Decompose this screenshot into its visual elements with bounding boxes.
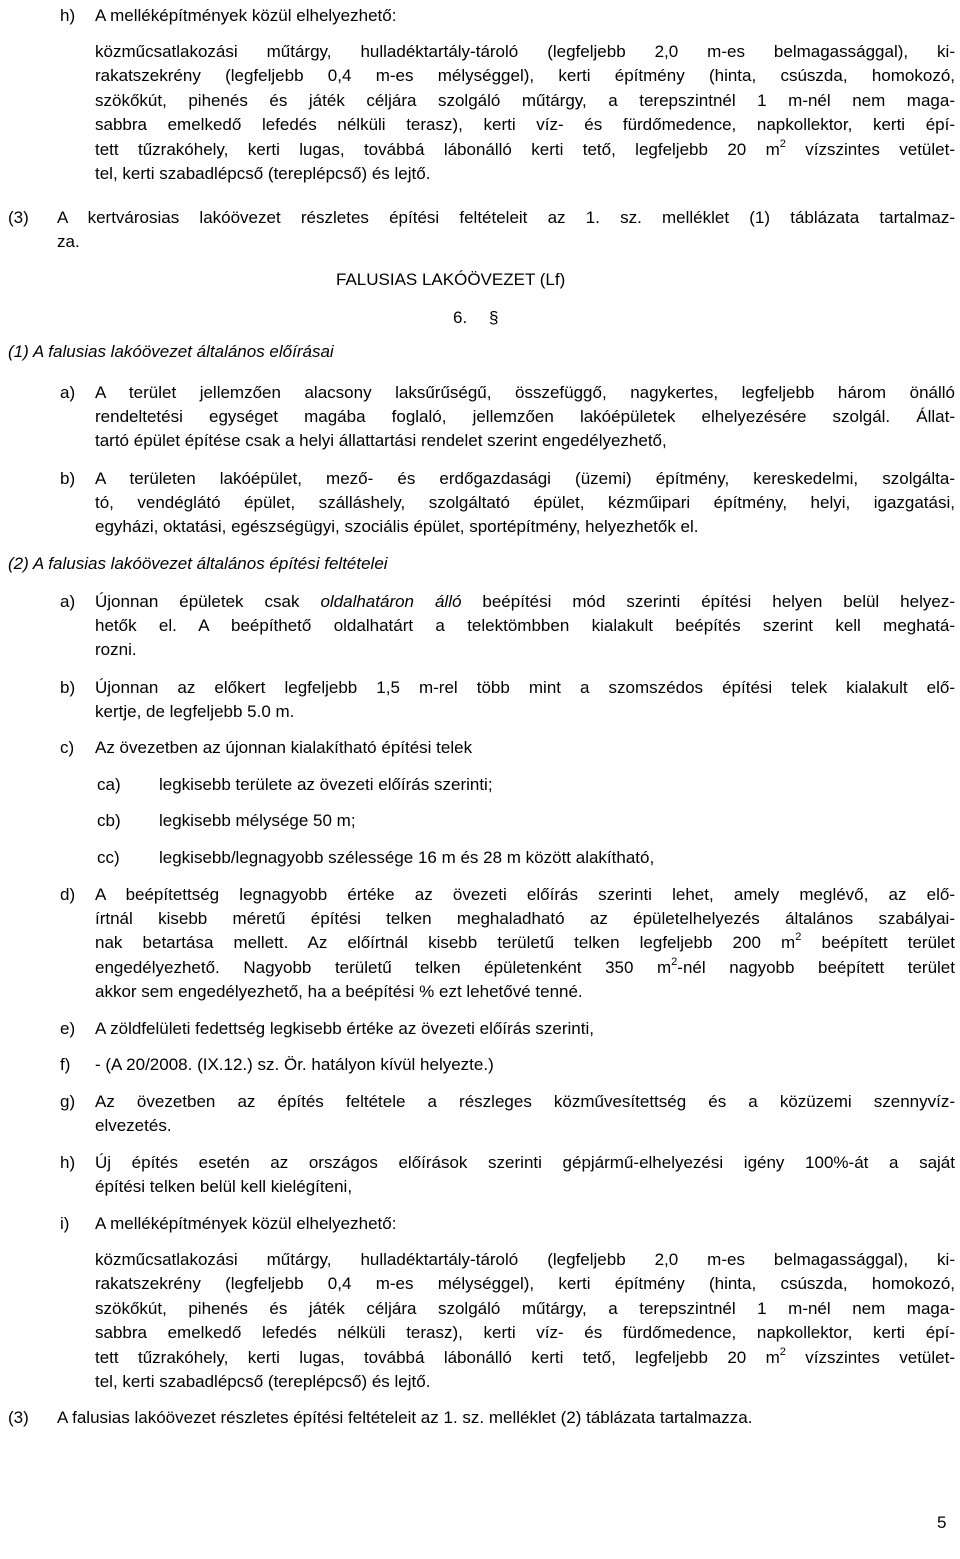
paragraph-line: rendeltetési egységet magába foglaló, jellemzően lakóépületek elhelyezésére szolgál. Állat-: [95, 407, 955, 426]
item-label: c): [60, 738, 75, 757]
text-run: nak betartása mellett. Az előírtnál kisebb területű telken legfeljebb 200 m: [95, 933, 796, 952]
section-mark: §: [489, 308, 499, 327]
subitem-label: cb): [97, 811, 121, 830]
paragraph-line: [95, 933, 955, 953]
text-run: beépített terület: [801, 933, 955, 952]
item-label: e): [60, 1019, 76, 1038]
item-label: h): [60, 1153, 76, 1172]
paragraph-line: Az övezetben az újonnan kialakítható építési telek: [95, 738, 473, 757]
paragraph-line: írtnál kisebb méretű építési telken meghaladható az épületelhelyezés általános szabályai-: [95, 909, 955, 928]
paragraph-line: rakatszekrény (legfeljebb 0,4 m-es mélységgel), kerti építmény (hinta, csúszda, homokozó,: [95, 66, 955, 85]
paragraph-line: rakatszekrény (legfeljebb 0,4 m-es mélységgel), kerti építmény (hinta, csúszda, homokozó,: [95, 1274, 955, 1293]
paragraph-line: [95, 592, 955, 612]
subsection-heading: (2) A falusias lakóövezet általános építési feltételei: [8, 554, 388, 573]
paragraph-line: tel, kerti szabadlépcső (tereplépcső) és lejtő.: [95, 164, 431, 183]
text-run: engedélyezhető. Nagyobb területű telken épületenként 350 m: [95, 958, 672, 977]
subitem-text: legkisebb mélysége 50 m;: [159, 811, 356, 830]
paragraph-line: szökőkút, pihenés és játék céljára szolgáló műtárgy, a terepszintnél 1 m-nél nem maga-: [95, 91, 955, 110]
paragraph-label: (3): [8, 1408, 29, 1427]
section-number: 6.: [453, 308, 468, 327]
text-run: Újonnan épületek csak: [95, 592, 321, 611]
item-heading: A melléképítmények közül elhelyezhető:: [95, 1214, 397, 1233]
paragraph-line: közműcsatlakozási műtárgy, hulladéktartály-tároló (legfeljebb 2,0 m-es belmagassággal), ki-: [95, 1250, 955, 1269]
paragraph-line: közműcsatlakozási műtárgy, hulladéktartály-tároló (legfeljebb 2,0 m-es belmagassággal), ki-: [95, 42, 955, 61]
paragraph-line: kertje, de legfeljebb 5.0 m.: [95, 702, 295, 721]
paragraph-line: sabbra emelkedő lefedés nélküli terasz), kerti víz- és fürdőmedence, napkollektor, kerti épí-: [95, 115, 955, 134]
item-label: a): [60, 383, 76, 402]
section-title: FALUSIAS LAKÓÖVEZET (Lf): [336, 270, 566, 289]
page-number: 5: [937, 1513, 947, 1532]
paragraph-line: [95, 1348, 955, 1368]
text-run: vízszintes vetület-: [785, 140, 955, 159]
subitem-label: ca): [97, 775, 121, 794]
paragraph-label: (3): [8, 208, 29, 227]
item-label: d): [60, 885, 76, 904]
paragraph-line: A területen lakóépület, mező- és erdőgazdasági (üzemi) építmény, kereskedelmi, szolgálta-: [95, 469, 955, 488]
paragraph-line: elvezetés.: [95, 1116, 172, 1135]
paragraph-line: Az övezetben az építés feltétele a részleges közművesítettség és a közüzemi szennyvíz-: [95, 1092, 955, 1111]
paragraph-line: építési telken belül kell kielégíteni,: [95, 1177, 353, 1196]
paragraph-line: - (A 20/2008. (IX.12.) sz. Ör. hatályon kívül helyezte.): [95, 1055, 494, 1074]
paragraph-line: szökőkút, pihenés és játék céljára szolgáló műtárgy, a terepszintnél 1 m-nél nem maga-: [95, 1299, 955, 1318]
item-label: g): [60, 1092, 76, 1111]
subsection-heading: (1) A falusias lakóövezet általános előírásai: [8, 342, 334, 361]
item-heading: A melléképítmények közül elhelyezhető:: [95, 6, 397, 25]
paragraph-line: A terület jellemzően alacsony laksűrűségű, összefüggő, nagykertes, legfeljebb három önálló: [95, 383, 955, 402]
item-label: i): [60, 1214, 70, 1233]
paragraph-line: za.: [57, 232, 80, 251]
paragraph-line: rozni.: [95, 640, 137, 659]
superscript: 2: [671, 956, 678, 969]
item-label: a): [60, 592, 76, 611]
paragraph-line: akkor sem engedélyezhető, ha a beépítési % ezt lehetővé tenné.: [95, 982, 583, 1001]
text-run: tett tűzrakóhely, kerti lugas, továbbá lábonálló kerti tető, legfeljebb 20 m: [95, 140, 780, 159]
emphasis-text: oldalhatáron álló: [320, 592, 462, 611]
superscript: 2: [795, 931, 802, 944]
text-run: vízszintes vetület-: [785, 1348, 955, 1367]
paragraph-line: [95, 958, 955, 978]
paragraph-line: A zöldfelületi fedettség legkisebb értéke az övezeti előírás szerinti,: [95, 1019, 594, 1038]
subitem-text: legkisebb/legnagyobb szélessége 16 m és 28 m között alakítható,: [159, 848, 655, 867]
paragraph-line: [95, 140, 955, 160]
item-label: b): [60, 678, 76, 697]
item-label: b): [60, 469, 76, 488]
paragraph-line: hetők el. A beépíthető oldalhatárt a telektömbben kialakult beépítés szerint kell meghatá-: [95, 616, 955, 635]
item-label: h): [60, 6, 76, 25]
paragraph-line: sabbra emelkedő lefedés nélküli terasz), kerti víz- és fürdőmedence, napkollektor, kerti épí-: [95, 1323, 955, 1342]
item-label: f): [60, 1055, 71, 1074]
subitem-label: cc): [97, 848, 120, 867]
text-run: beépítési mód szerinti építési helyen belül helyez-: [461, 592, 955, 611]
text-run: tett tűzrakóhely, kerti lugas, továbbá lábonálló kerti tető, legfeljebb 20 m: [95, 1348, 780, 1367]
paragraph-line: tel, kerti szabadlépcső (tereplépcső) és lejtő.: [95, 1372, 431, 1391]
superscript: 2: [779, 1346, 786, 1359]
paragraph-line: A kertvárosias lakóövezet részletes építési feltételeit az 1. sz. melléklet (1) táblázata tartalmaz-: [57, 208, 955, 227]
paragraph-line: egyházi, oktatási, egészségügyi, szociális épület, sportépítmény, helyezhetők el.: [95, 517, 699, 536]
paragraph-line: Új építés esetén az országos előírások szerinti gépjármű-elhelyezési igény 100%-át a saját: [95, 1153, 955, 1172]
superscript: 2: [779, 138, 786, 151]
paragraph-line: tó, vendéglátó épület, szálláshely, szolgáltató épület, kézműipari építmény, helyi, igazgatási,: [95, 493, 955, 512]
text-run: -nél nagyobb beépített terület: [677, 958, 955, 977]
paragraph-line: Újonnan az előkert legfeljebb 1,5 m-rel több mint a szomszédos építési telek kialakult elő-: [95, 678, 955, 697]
paragraph-line: tartó épület építése csak a helyi állattartási rendelet szerint engedélyezhető,: [95, 431, 667, 450]
subitem-text: legkisebb területe az övezeti előírás szerinti;: [159, 775, 493, 794]
paragraph-line: A beépítettség legnagyobb értéke az övezeti előírás szerinti lehet, amely meglévő, az elő-: [95, 885, 955, 904]
paragraph-line: A falusias lakóövezet részletes építési feltételeit az 1. sz. melléklet (2) táblázata tartalmazza.: [57, 1408, 753, 1427]
